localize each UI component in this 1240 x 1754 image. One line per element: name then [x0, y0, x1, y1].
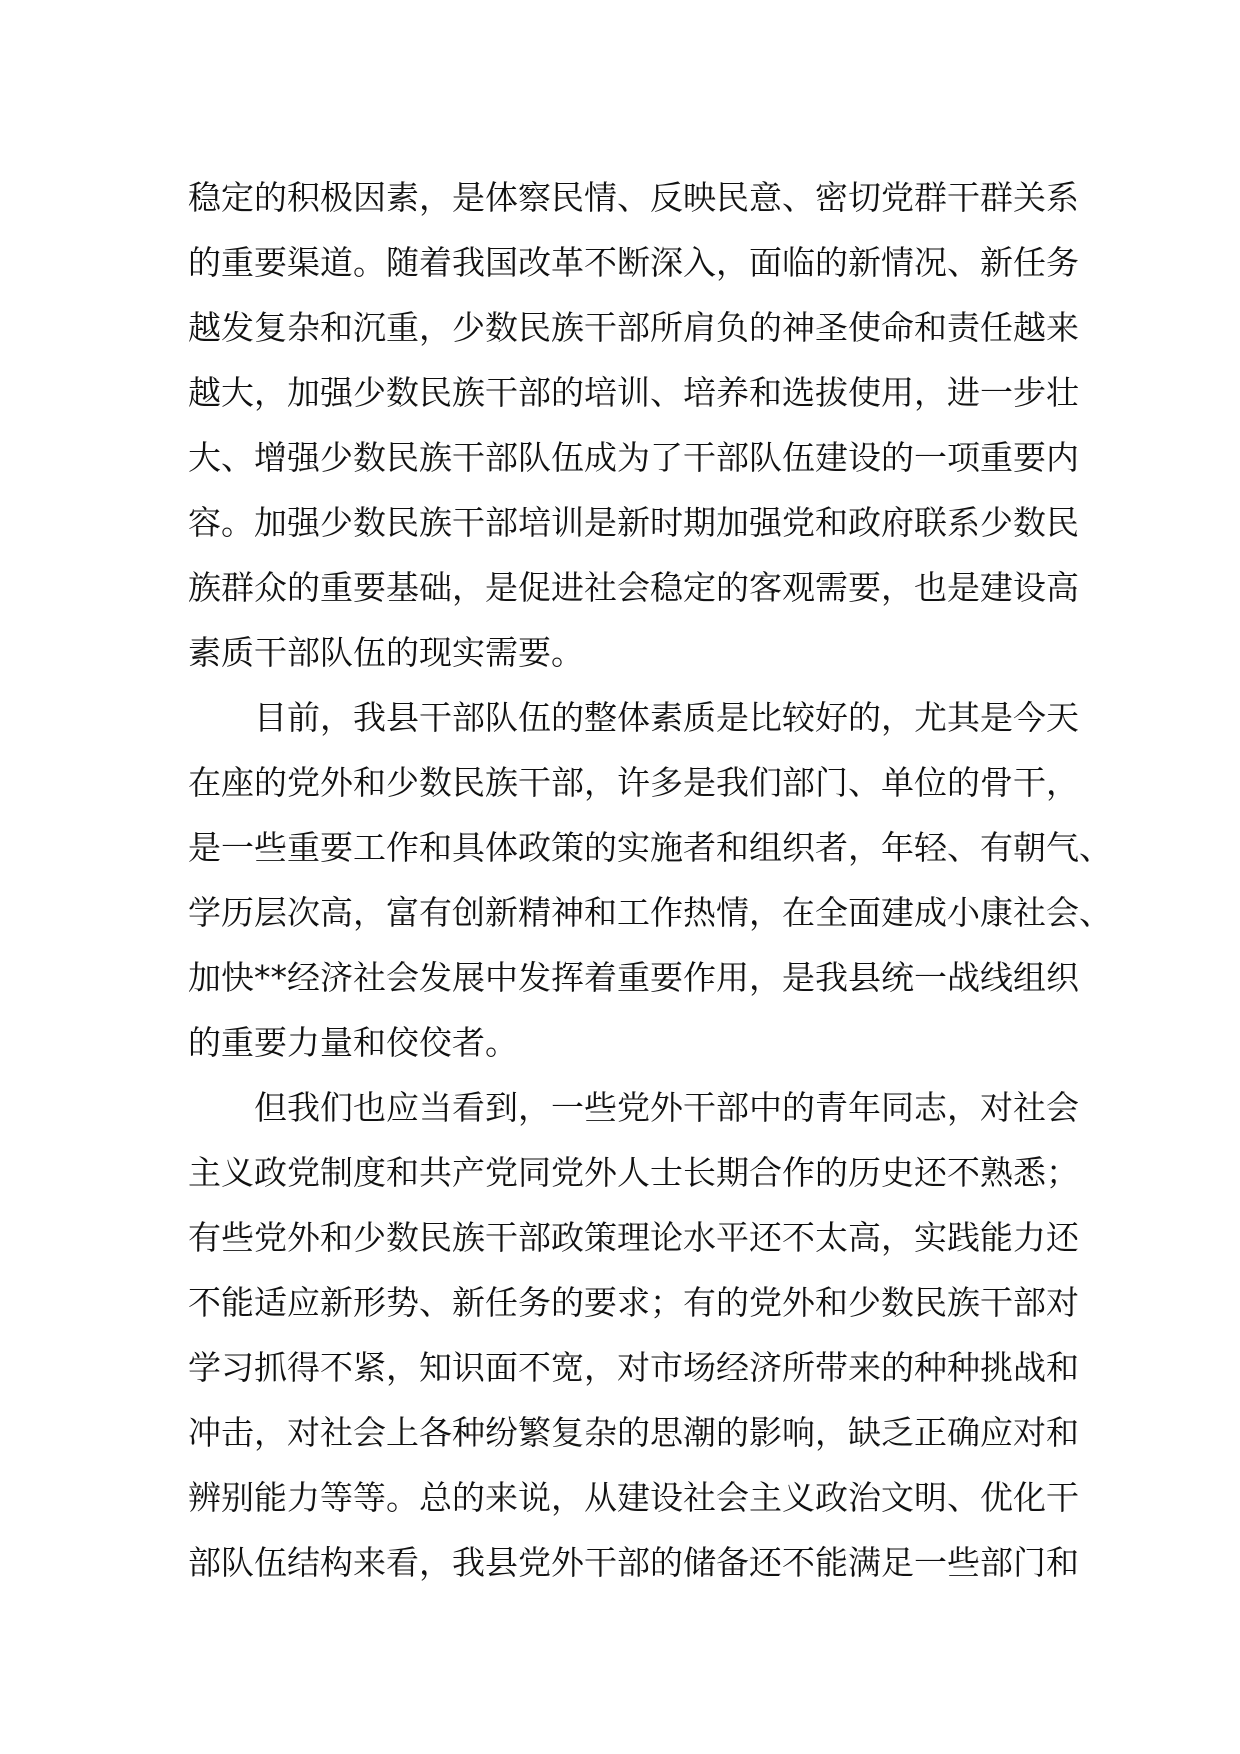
paragraph-2: [188, 685, 1112, 1075]
text-line: 族群众的重要基础，是促进社会稳定的客观需要，也是建设高: [188, 568, 1079, 607]
text-line: 目前，我县干部队伍的整体素质是比较好的，尤其是今天: [254, 698, 1079, 737]
text-line: 但我们也应当看到，一些党外干部中的青年同志，对社会: [254, 1088, 1079, 1127]
text-line: 部队伍结构来看，我县党外干部的储备还不能满足一些部门和: [188, 1543, 1079, 1582]
text-line: 越大，加强少数民族干部的培训、培养和选拔使用，进一步壮: [188, 373, 1079, 412]
text-line: 容。加强少数民族干部培训是新时期加强党和政府联系少数民: [188, 503, 1079, 542]
text-line: 辨别能力等等。总的来说，从建设社会主义政治文明、优化干: [188, 1478, 1079, 1517]
text-line: 主义政党制度和共产党同党外人士长期合作的历史还不熟悉；: [188, 1153, 1079, 1192]
text-line: 在座的党外和少数民族干部，许多是我们部门、单位的骨干，: [188, 763, 1079, 802]
text-line: 是一些重要工作和具体政策的实施者和组织者，年轻、有朝气、: [188, 828, 1112, 867]
text-line: 的重要渠道。随着我国改革不断深入，面临的新情况、新任务: [188, 243, 1079, 282]
text-line: 越发复杂和沉重，少数民族干部所肩负的神圣使命和责任越来: [188, 308, 1079, 347]
document-body: [188, 165, 1112, 1595]
text-line: 素质干部队伍的现实需要。: [188, 633, 584, 672]
text-line: 稳定的积极因素，是体察民情、反映民意、密切党群干群关系: [188, 178, 1079, 217]
paragraph-3: [188, 1075, 1079, 1595]
text-line: 大、增强少数民族干部队伍成为了干部队伍建设的一项重要内: [188, 438, 1079, 477]
paragraph-1: [188, 165, 1079, 685]
text-line: 有些党外和少数民族干部政策理论水平还不太高，实践能力还: [188, 1218, 1079, 1257]
text-line: 加快**经济社会发展中发挥着重要作用，是我县统一战线组织: [188, 958, 1079, 997]
text-line: 学历层次高，富有创新精神和工作热情，在全面建成小康社会、: [188, 893, 1112, 932]
text-line: 学习抓得不紧，知识面不宽，对市场经济所带来的种种挑战和: [188, 1348, 1079, 1387]
text-line: 的重要力量和佼佼者。: [188, 1023, 518, 1062]
text-line: 冲击，对社会上各种纷繁复杂的思潮的影响，缺乏正确应对和: [188, 1413, 1079, 1452]
text-line: 不能适应新形势、新任务的要求；有的党外和少数民族干部对: [188, 1283, 1079, 1322]
